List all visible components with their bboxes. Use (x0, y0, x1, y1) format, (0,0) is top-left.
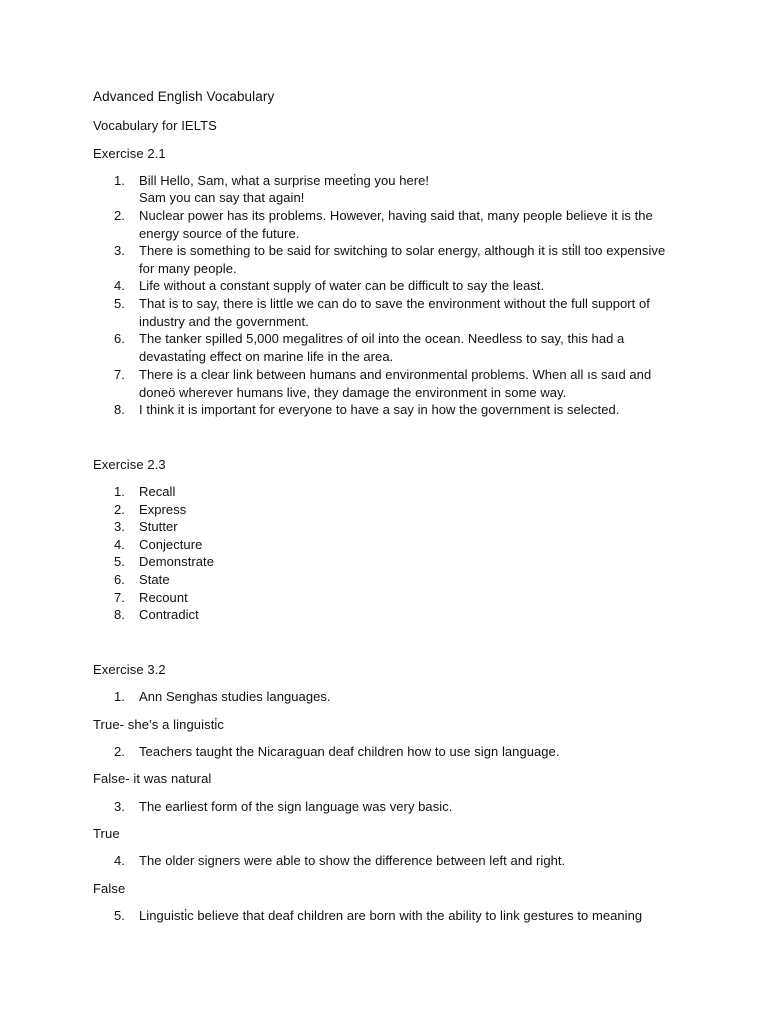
list-item: Nuclear power has its problems. However, having said that, many people believe it is the energy source of the future. (139, 208, 653, 241)
list-number: 6. (114, 331, 125, 346)
list-number: 7. (114, 590, 125, 605)
list-number: 3. (114, 799, 125, 814)
list-item-continuation: Sam you can say that again! (139, 190, 305, 205)
list-item: I think it is important for everyone to have a say in how the government is selected. (139, 402, 620, 417)
answer-text: True- she’s a linguisti̇c (93, 717, 225, 732)
list-number: 6. (114, 572, 125, 587)
list-number: 5. (114, 296, 125, 311)
list-item: There is something to be said for switching to solar energy, although it is sti̇ll too expensive for many people. (139, 243, 666, 276)
list-item: There is a clear link between humans and environmental problems. When all ıs saıd and doneö wherever humans live, they damage the environment in some way. (139, 367, 652, 400)
section-heading-exercise-2-1: Exercise 2.1 (93, 146, 166, 161)
question-item: The older signers were able to show the difference between left and right. (139, 853, 566, 868)
answer-text: True (93, 826, 120, 841)
list-item: Life without a constant supply of water can be difficult to say the least. (139, 278, 545, 293)
list-number: 7. (114, 367, 125, 382)
list-item: Recount (139, 590, 188, 605)
list-item: The tanker spilled 5,000 megalitres of oil into the ocean. Needless to say, this had a devastati̇ng effect on marine life in the area. (139, 331, 625, 364)
list-number: 2. (114, 744, 125, 759)
list-number: 5. (114, 908, 125, 923)
list-item: Express (139, 502, 187, 517)
list-number: 5. (114, 554, 125, 569)
list-item: Demonstrate (139, 554, 214, 569)
list-item: Contradict (139, 607, 199, 622)
list-number: 4. (114, 537, 125, 552)
answer-text: False- it was natural (93, 771, 212, 786)
list-number: 3. (114, 519, 125, 534)
question-item: Linguisti̇c believe that deaf children are born with the ability to link gestures to meaning (139, 908, 643, 923)
list-item: Recall (139, 484, 176, 499)
list-item: Stutter (139, 519, 178, 534)
answer-text: False (93, 881, 126, 896)
question-item: Ann Senghas studies languages. (139, 689, 331, 704)
list-number: 2. (114, 208, 125, 223)
list-number: 8. (114, 607, 125, 622)
list-number: 4. (114, 853, 125, 868)
list-number: 1. (114, 484, 125, 499)
list-number: 8. (114, 402, 125, 417)
document-subtitle: Vocabulary for IELTS (93, 118, 217, 133)
section-heading-exercise-3-2: Exercise 3.2 (93, 662, 166, 677)
list-item: That is to say, there is little we can do to save the environment without the full support of industry and the government. (139, 296, 650, 329)
list-item: Conjecture (139, 537, 203, 552)
list-number: 2. (114, 502, 125, 517)
document-title: Advanced English Vocabulary (93, 89, 275, 104)
list-item: Bill Hello, Sam, what a surprise meeti̇ng you here! (139, 173, 430, 188)
section-heading-exercise-2-3: Exercise 2.3 (93, 457, 166, 472)
list-number: 3. (114, 243, 125, 258)
list-item: State (139, 572, 170, 587)
question-item: The earliest form of the sign language was very basic. (139, 799, 453, 814)
question-item: Teachers taught the Nicaraguan deaf children how to use sign language. (139, 744, 560, 759)
list-number: 4. (114, 278, 125, 293)
list-number: 1. (114, 689, 125, 704)
list-number: 1. (114, 173, 125, 188)
